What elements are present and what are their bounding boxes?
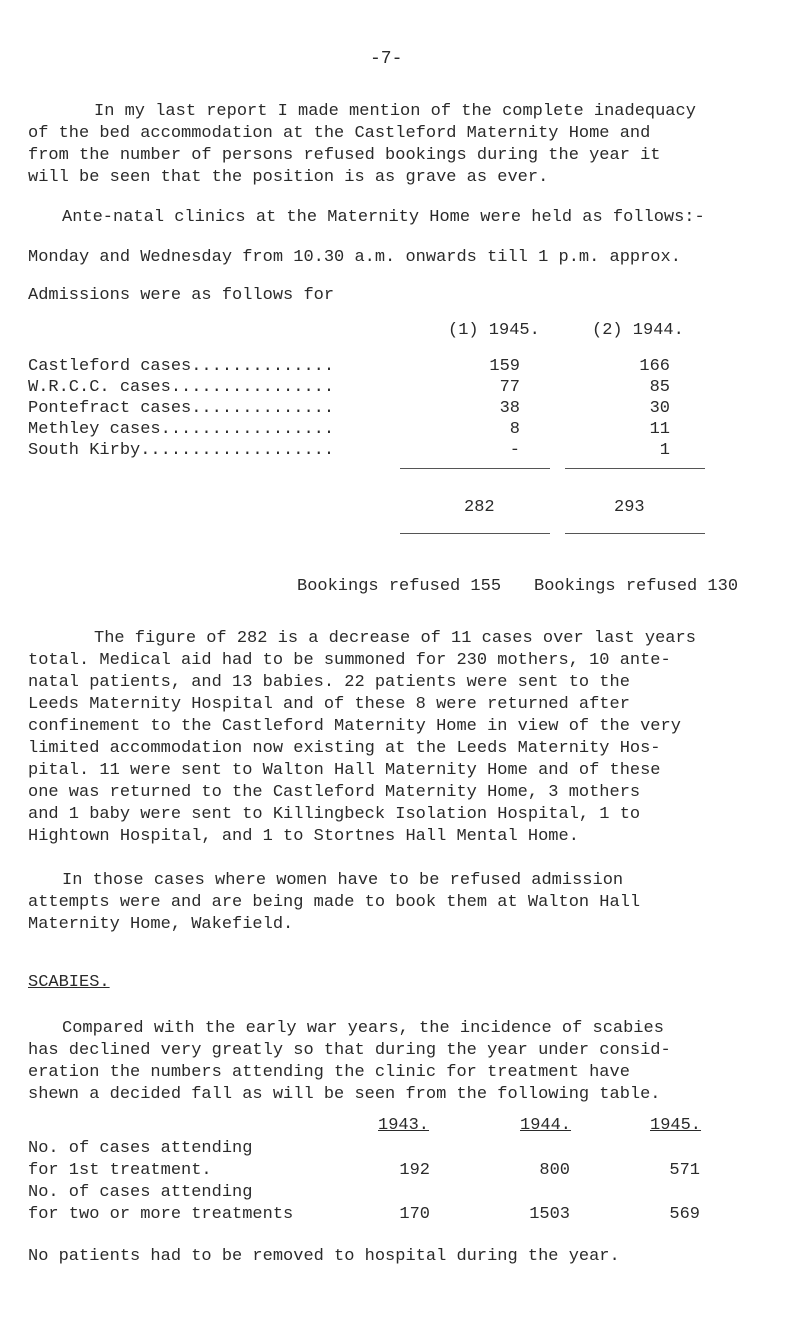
value-1944: 800 — [539, 1161, 570, 1180]
paragraph-line: limited accommodation now existing at the Leeds Maternity Hos- — [28, 739, 661, 758]
paragraph-line: The figure of 282 is a decrease of 11 cases over last years — [94, 629, 696, 648]
paragraph-line: Maternity Home, Wakefield. — [28, 915, 294, 934]
value-1945: 77 — [499, 378, 520, 397]
value-1945: 8 — [509, 420, 520, 439]
refused-1945: Bookings refused 155 — [297, 577, 502, 596]
paragraph-line: Leeds Maternity Hospital and of these 8 were returned after — [28, 695, 630, 714]
row-label: W.R.C.C. cases................ — [28, 378, 335, 397]
header-1944: 1944. — [520, 1116, 572, 1135]
row-label: Pontefract cases.............. — [28, 399, 335, 418]
intro-line: In my last report I made mention of the complete inadequacy — [94, 102, 696, 121]
value-1945: 571 — [669, 1161, 700, 1180]
value-1943: 192 — [399, 1161, 430, 1180]
intro-line: will be seen that the position is as grave as ever. — [28, 168, 549, 187]
header-1943: 1943. — [378, 1116, 430, 1135]
row-label: for 1st treatment. — [28, 1161, 212, 1180]
scabies-heading: SCABIES. — [28, 973, 110, 992]
paragraph-line: eration the numbers attending the clinic for treatment have — [28, 1063, 630, 1082]
page-number: -7- — [370, 49, 403, 69]
paragraph-line: Compared with the early war years, the incidence of scabies — [62, 1019, 664, 1038]
value-1945: 569 — [669, 1205, 700, 1224]
paragraph-line: shewn a decided fall as will be seen from the following table. — [28, 1085, 661, 1104]
row-label: No. of cases attending — [28, 1183, 253, 1202]
value-1944: 1 — [659, 441, 670, 460]
row-label: No. of cases attending — [28, 1139, 253, 1158]
row-label: South Kirby................... — [28, 441, 335, 460]
paragraph-line: and 1 baby were sent to Killingbeck Isolation Hospital, 1 to — [28, 805, 641, 824]
paragraph-line: total. Medical aid had to be summoned for 230 mothers, 10 ante- — [28, 651, 671, 670]
paragraph-line: pital. 11 were sent to Walton Hall Maternity Home and of these — [28, 761, 661, 780]
paragraph-line: confinement to the Castleford Maternity Home in view of the very — [28, 717, 681, 736]
paragraph-line: Hightown Hospital, and 1 to Stortnes Hall Mental Home. — [28, 827, 579, 846]
closing-line: No patients had to be removed to hospital during the year. — [28, 1247, 620, 1266]
row-label: Methley cases................. — [28, 420, 335, 439]
value-1944: 11 — [649, 420, 670, 439]
total-1944: 293 — [614, 498, 645, 517]
value-1944: 1503 — [529, 1205, 570, 1224]
paragraph-line: attempts were and are being made to book them at Walton Hall — [28, 893, 641, 912]
total-1945: 282 — [464, 498, 495, 517]
value-1945: 38 — [499, 399, 520, 418]
intro-line: of the bed accommodation at the Castleford Maternity Home and — [28, 124, 651, 143]
col2-header: (2) 1944. — [592, 321, 684, 340]
total-rule-1945 — [400, 468, 550, 469]
paragraph-line: natal patients, and 13 babies. 22 patients were sent to the — [28, 673, 630, 692]
clinics-line: Ante-natal clinics at the Maternity Home were held as follows:- — [62, 208, 705, 227]
row-label: Castleford cases.............. — [28, 357, 335, 376]
header-1945: 1945. — [650, 1116, 702, 1135]
intro-line: from the number of persons refused bookings during the year it — [28, 146, 661, 165]
paragraph-line: one was returned to the Castleford Maternity Home, 3 mothers — [28, 783, 641, 802]
row-label: for two or more treatments — [28, 1205, 294, 1224]
total-underline-1945 — [400, 533, 550, 534]
value-1944: 85 — [649, 378, 670, 397]
paragraph-line: has declined very greatly so that during the year under consid- — [28, 1041, 671, 1060]
admissions-heading: Admissions were as follows for — [28, 286, 335, 305]
total-rule-1944 — [565, 468, 705, 469]
refused-1944: Bookings refused 130 — [534, 577, 739, 596]
clinic-times: Monday and Wednesday from 10.30 a.m. onwards till 1 p.m. approx. — [28, 248, 681, 267]
value-1945: 159 — [489, 357, 520, 376]
value-1945: - — [509, 441, 520, 460]
value-1943: 170 — [399, 1205, 430, 1224]
value-1944: 30 — [649, 399, 670, 418]
total-underline-1944 — [565, 533, 705, 534]
paragraph-line: In those cases where women have to be refused admission — [62, 871, 624, 890]
value-1944: 166 — [639, 357, 670, 376]
col1-header: (1) 1945. — [448, 321, 540, 340]
